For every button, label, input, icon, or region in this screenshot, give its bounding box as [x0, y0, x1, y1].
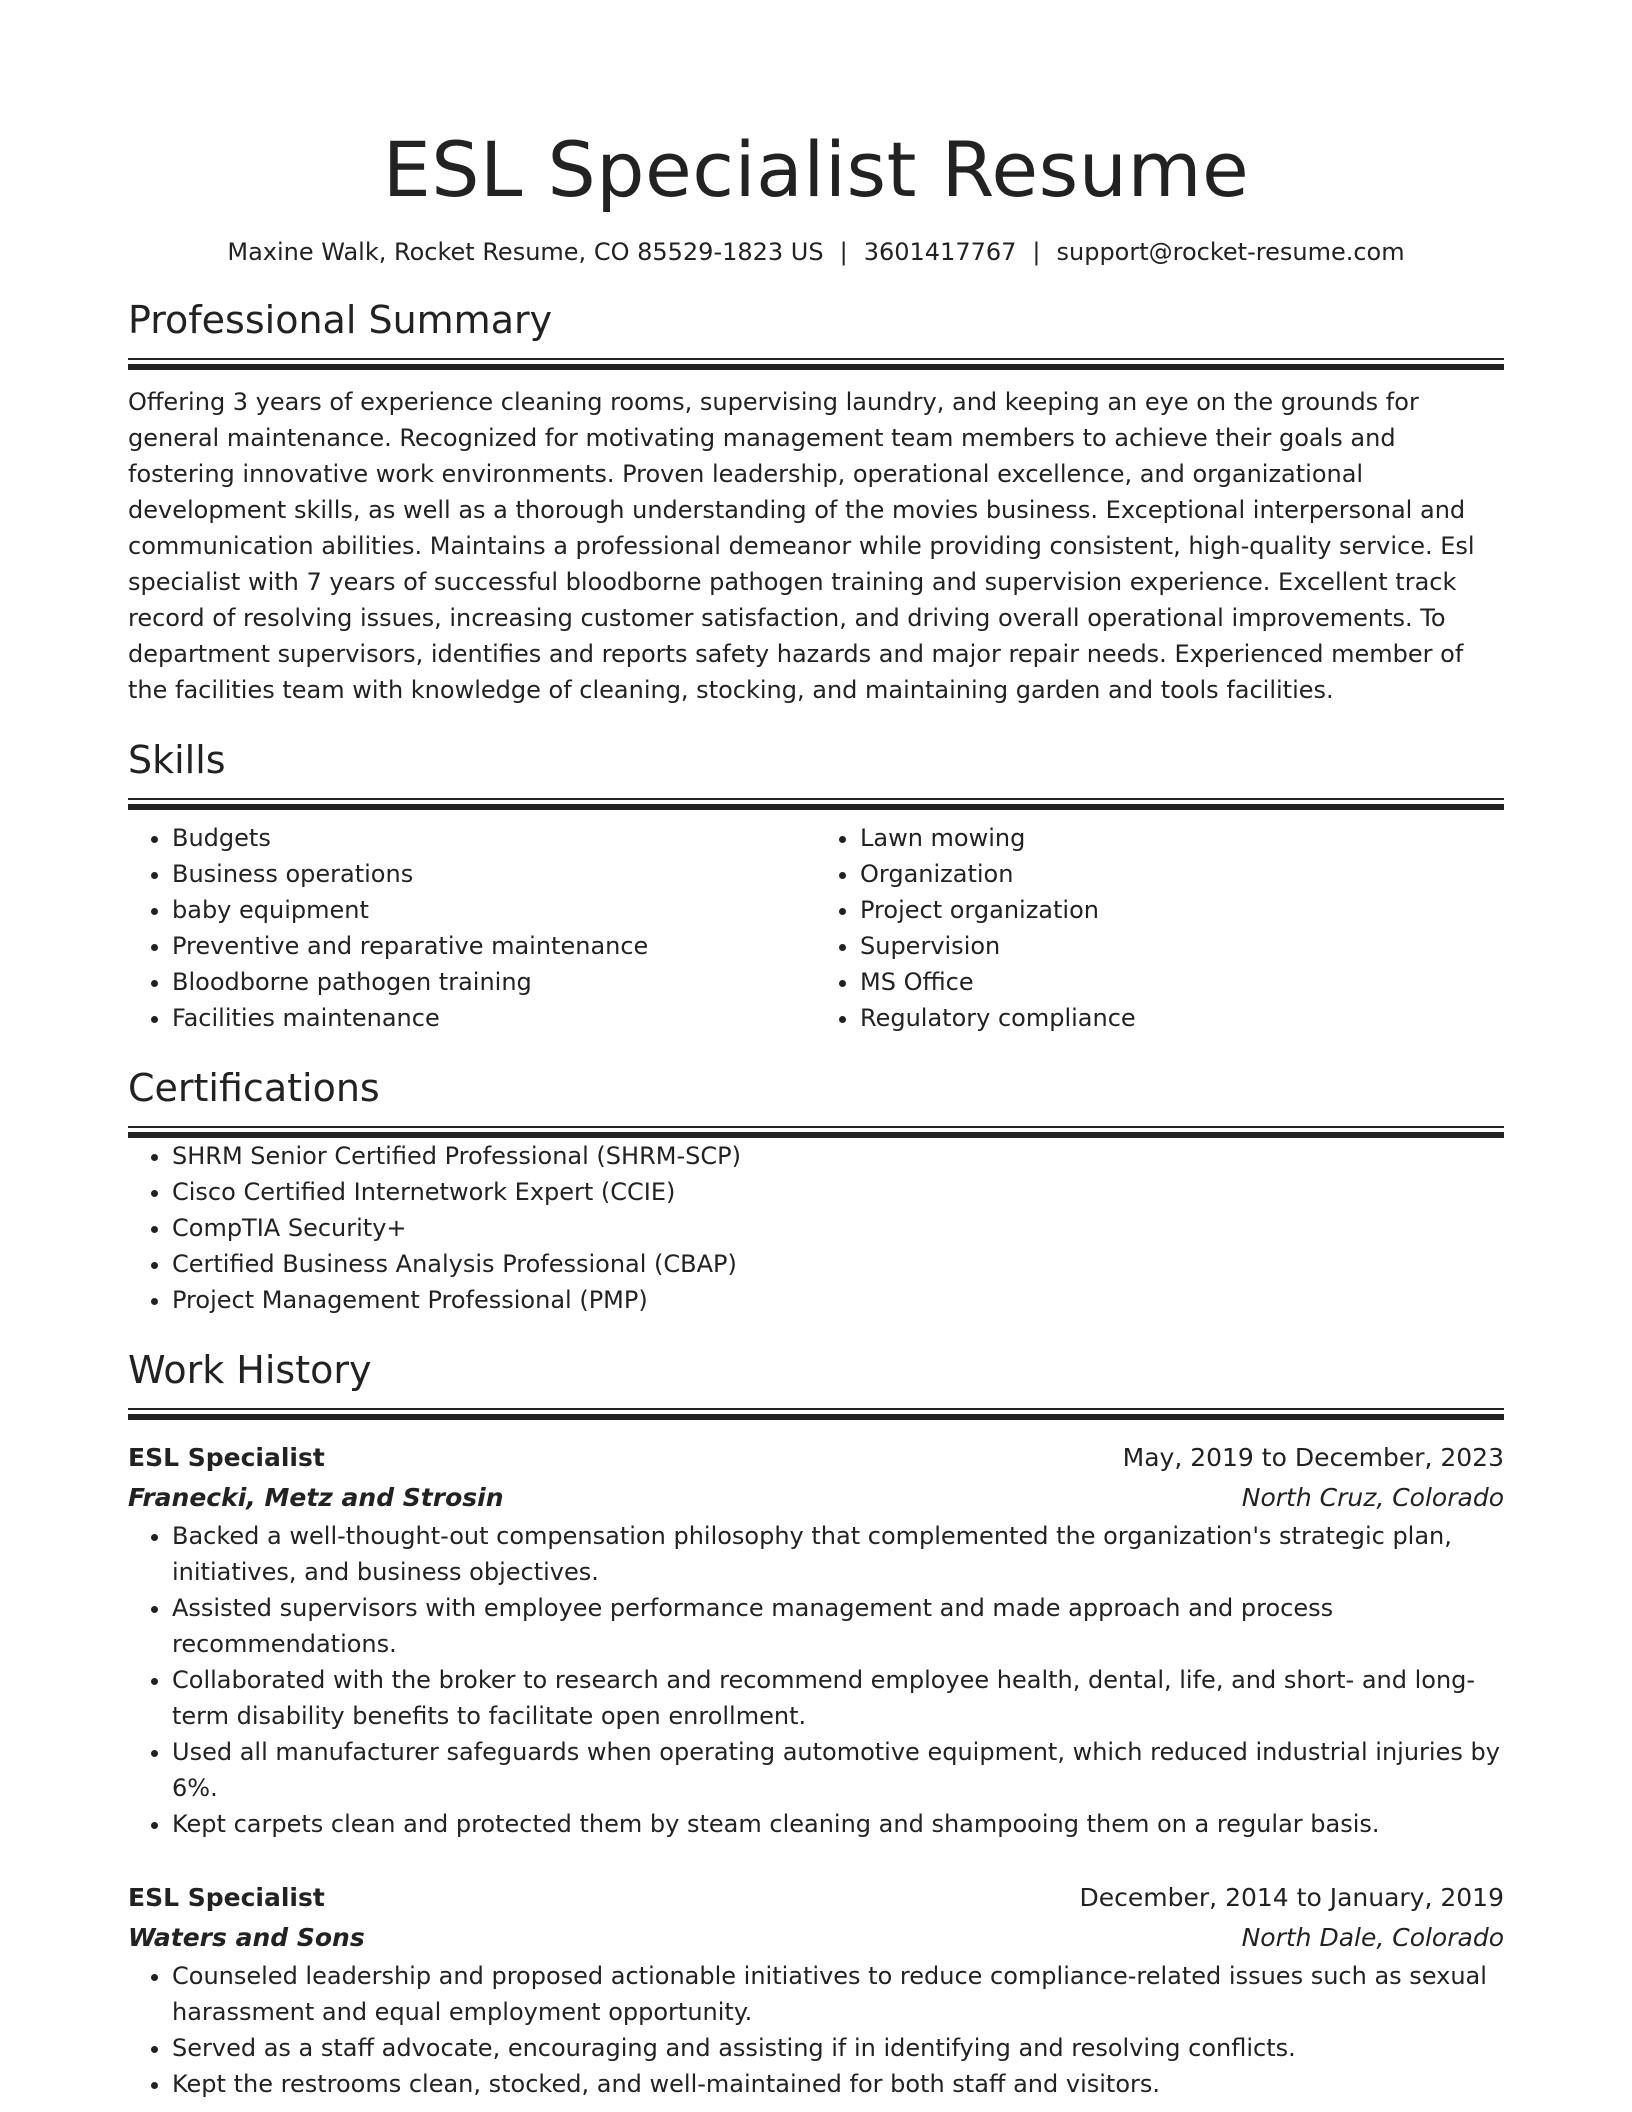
job-title: ESL Specialist	[128, 1443, 325, 1472]
skill-item: • Supervision	[860, 928, 1504, 964]
section-heading-certifications: Certifications	[128, 1066, 380, 1110]
contact-line	[128, 236, 1504, 268]
skills-column-left	[128, 820, 816, 1036]
resume-page	[128, 0, 1504, 2102]
skill-item: • Preventive and reparative maintenance	[172, 928, 816, 964]
certification-item: • SHRM Senior Certified Professional (SHRM-SCP)	[172, 1138, 1504, 1174]
job-title: ESL Specialist	[128, 1883, 325, 1912]
contact-separator: |	[1032, 238, 1041, 266]
resume-title: ESL Specialist Resume	[382, 125, 1250, 214]
certification-item: • Cisco Certified Internetwork Expert (CCIE)	[172, 1174, 1504, 1210]
job-duties-list	[128, 1958, 1504, 2102]
skill-item: • Bloodborne pathogen training	[172, 964, 816, 1000]
work-history-section	[128, 1346, 1504, 2102]
section-rule	[128, 1126, 1504, 1138]
skills-list-left	[128, 820, 816, 1036]
job-entry	[128, 1438, 1504, 1842]
section-heading-work-history: Work History	[128, 1348, 372, 1392]
skill-item: • Regulatory compliance	[860, 1000, 1504, 1036]
summary-text: Offering 3 years of experience cleaning rooms, supervising laundry, and keeping an eye on the grounds for general maintenance. Recognized for motivating management team members to achieve their goals and fostering innovative work environments. Proven leadership, operational excellence, and organizational development skills, as well as a thorough understanding of the movies business. Exceptional interpersonal and communication abilities. Maintains a professional demeanor while providing consistent, high-quality service. Esl specialist with 7 years of successful bloodborne pathogen training and supervision experience. Excellent track record of resolving issues, increasing customer satisfaction, and driving overall operational improvements. To department supervisors, identifies and reports safety hazards and major repair needs. Experienced member of the facilities team with knowledge of cleaning, stocking, and maintaining garden and tools facilities.	[128, 388, 1475, 704]
contact-phone: 3601417767	[863, 238, 1017, 266]
job-duty-item: • Served as a staff advocate, encouraging and assisting if in identifying and resolving conflicts.	[172, 2030, 1504, 2066]
certifications-list	[128, 1138, 1504, 1318]
skill-item: • Business operations	[172, 856, 816, 892]
job-location: North Dale, Colorado	[1241, 1923, 1504, 1952]
job-duty-item: • Counseled leadership and proposed actionable initiatives to reduce compliance-related issues such as sexual harassment and equal employment opportunity.	[172, 1958, 1504, 2030]
certification-item: • Project Management Professional (PMP)	[172, 1282, 1504, 1318]
job-company: Franecki, Metz and Strosin	[128, 1483, 504, 1512]
job-title-row	[128, 1878, 1504, 1918]
skill-item: • MS Office	[860, 964, 1504, 1000]
skill-item: • Facilities maintenance	[172, 1000, 816, 1036]
job-dates: May, 2019 to December, 2023	[1122, 1443, 1504, 1472]
job-duty-item: • Assisted supervisors with employee performance management and made approach and process recommendations.	[172, 1590, 1504, 1662]
section-heading-summary: Professional Summary	[128, 298, 553, 342]
job-duties-list	[128, 1518, 1504, 1842]
section-rule	[128, 358, 1504, 370]
skills-grid	[128, 820, 1504, 1036]
job-dates: December, 2014 to January, 2019	[1079, 1883, 1504, 1912]
contact-address: Maxine Walk, Rocket Resume, CO 85529-1823 US	[227, 238, 824, 266]
certification-item: • Certified Business Analysis Professional (CBAP)	[172, 1246, 1504, 1282]
contact-email: support@rocket-resume.com	[1056, 238, 1405, 266]
summary-section	[128, 296, 1504, 708]
job-duty-item: • Kept carpets clean and protected them by steam cleaning and shampooing them on a regular basis.	[172, 1806, 1504, 1842]
skill-item: • Organization	[860, 856, 1504, 892]
certifications-section	[128, 1064, 1504, 1318]
skill-item: • Budgets	[172, 820, 816, 856]
job-company-row	[128, 1478, 1504, 1518]
skills-list-right	[816, 820, 1504, 1036]
job-title-row	[128, 1438, 1504, 1478]
contact-separator: |	[839, 238, 848, 266]
section-heading-skills: Skills	[128, 738, 226, 782]
job-duty-item: • Backed a well-thought-out compensation philosophy that complemented the organization's strategic plan, initiatives, and business objectives.	[172, 1518, 1504, 1590]
job-company: Waters and Sons	[128, 1923, 365, 1952]
skill-item: • baby equipment	[172, 892, 816, 928]
section-rule	[128, 798, 1504, 810]
job-duty-item: • Used all manufacturer safeguards when operating automotive equipment, which reduced industrial injuries by 6%.	[172, 1734, 1504, 1806]
job-company-row	[128, 1918, 1504, 1958]
skills-column-right	[816, 820, 1504, 1036]
section-rule	[128, 1408, 1504, 1420]
job-entry	[128, 1878, 1504, 2102]
skill-item: • Project organization	[860, 892, 1504, 928]
job-duty-item: • Collaborated with the broker to research and recommend employee health, dental, life, and short- and long-term disability benefits to facilitate open enrollment.	[172, 1662, 1504, 1734]
certification-item: • CompTIA Security+	[172, 1210, 1504, 1246]
skill-item: • Lawn mowing	[860, 820, 1504, 856]
job-duty-item: • Kept the restrooms clean, stocked, and well-maintained for both staff and visitors.	[172, 2066, 1504, 2102]
skills-section	[128, 736, 1504, 1036]
job-location: North Cruz, Colorado	[1241, 1483, 1504, 1512]
